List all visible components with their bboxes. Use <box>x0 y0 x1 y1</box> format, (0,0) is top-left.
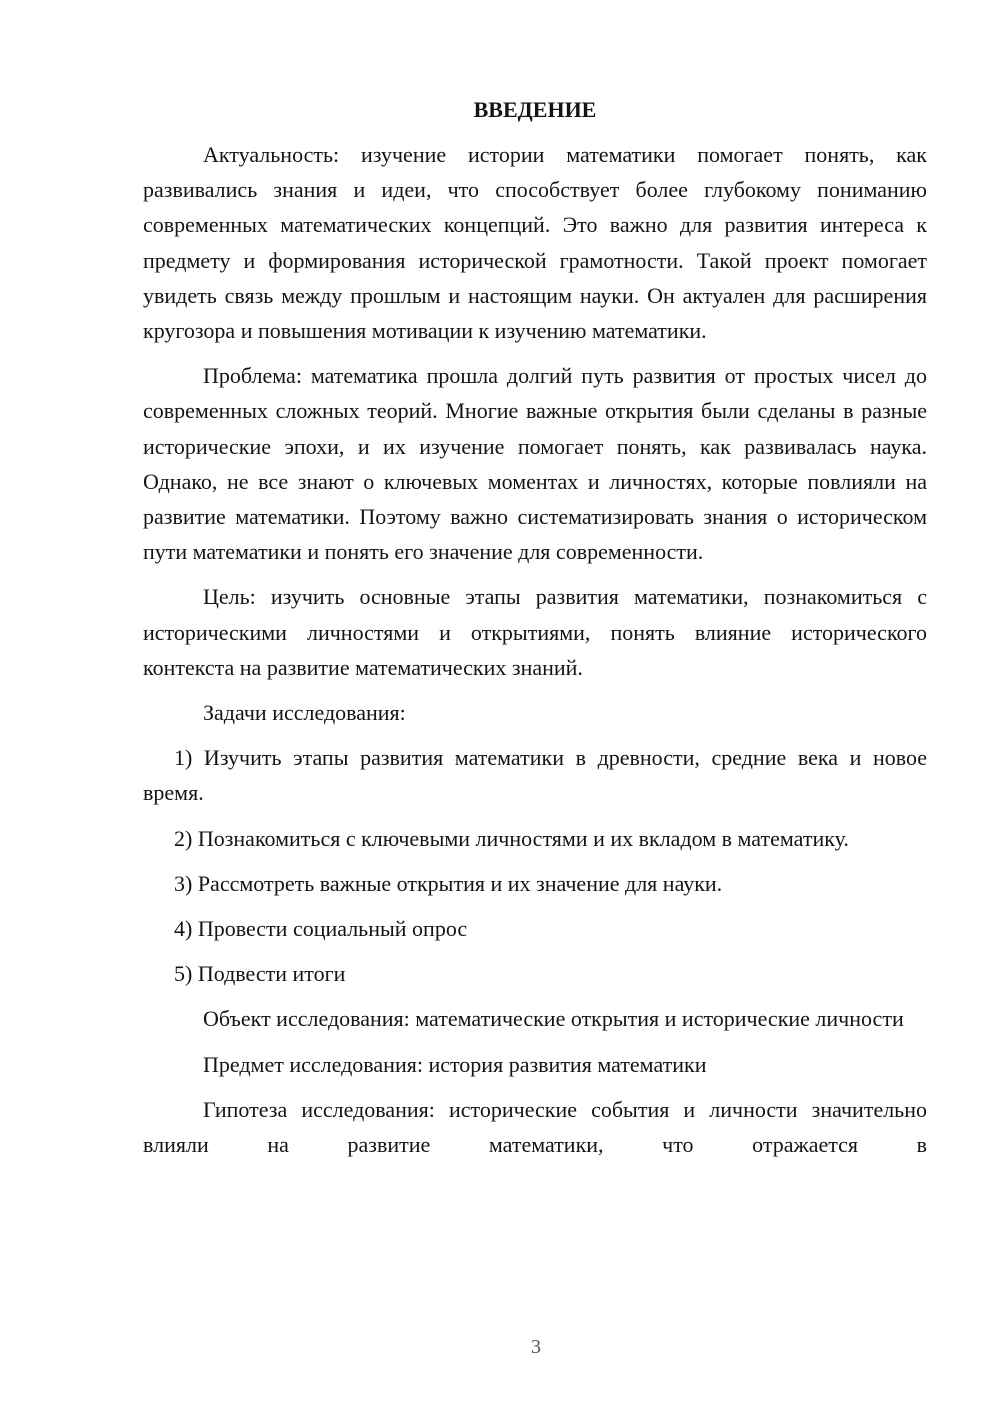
object-paragraph: Объект исследования: математические открытия и исторические личности <box>203 1006 904 1032</box>
task-item-5: 5) Подвести итоги <box>174 961 346 987</box>
relevance-paragraph: Актуальность: изучение истории математики помогает понять, как развивались знания и идеи, что способствует более глубокому пониманию современных математических концепций. Это важно для развития интереса к предмету и формирования исторической грамотности. Такой проект помогает увидеть связь между прошлым и настоящим науки. Он актуален для расширения кругозора и повышения мотивации к изучению математики. <box>143 142 927 344</box>
task-item-1: 1) Изучить этапы развития математики в древности, средние века и новое время. <box>143 745 927 806</box>
goal-paragraph: Цель: изучить основные этапы развития математики, познакомиться с историческими личностями и открытиями, понять влияние исторического контекста на развитие математических знаний. <box>143 584 927 680</box>
hypothesis-paragraph: Гипотеза исследования: исторические события и личности значительно влияли на развитие математики, что отражается в <box>143 1096 927 1158</box>
document-body <box>143 92 927 1172</box>
section-heading: ВВЕДЕНИЕ <box>473 97 597 122</box>
task-item-4: 4) Провести социальный опрос <box>174 916 468 942</box>
page-number: 3 <box>531 1336 541 1358</box>
problem-paragraph: Проблема: математика прошла долгий путь развития от простых чисел до современных сложных теорий. Многие важные открытия были сделаны в разные исторические эпохи, и их изучение помогает понять, как развивалась наука. Однако, не все знают о ключевых моментах и личностях, которые повлияли на развитие математики. Поэтому важно систематизировать знания о историческом пути математики и понять его значение для современности. <box>143 363 927 565</box>
tasks-heading: Задачи исследования: <box>203 700 406 726</box>
subject-paragraph: Предмет исследования: история развития математики <box>203 1051 707 1077</box>
task-item-3: 3) Рассмотреть важные открытия и их значение для науки. <box>174 870 723 896</box>
task-item-2: 2) Познакомиться с ключевыми личностями и их вкладом в математику. <box>174 825 849 851</box>
